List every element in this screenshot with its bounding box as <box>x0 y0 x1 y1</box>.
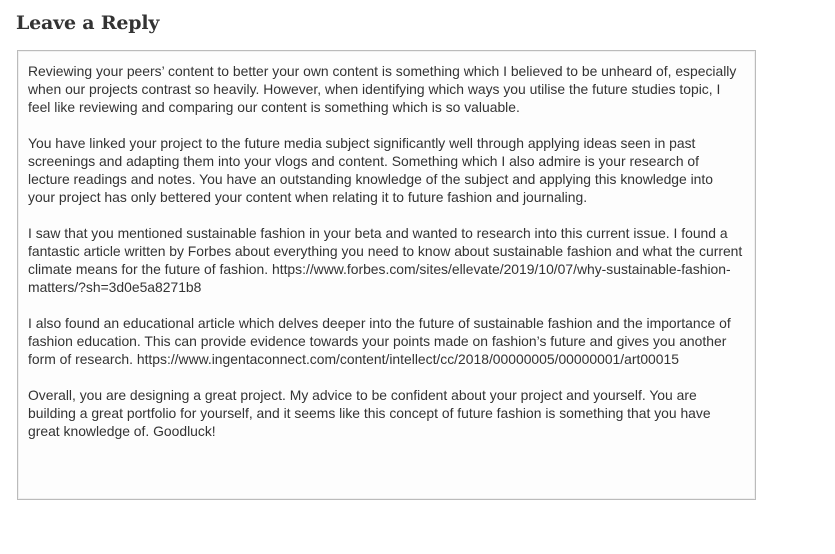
comment-paragraph: You have linked your project to the future media subject significantly well through applying ideas seen in past screenings and adapting them into your vlogs and content. Something which I also admire is your research of lecture readings and notes. You have an outstanding knowledge of the subject and applying this knowledge into your project has only bettered your content when relating it to future fashion and journaling. <box>28 135 713 205</box>
comment-textarea[interactable] <box>17 50 756 500</box>
reply-heading: Leave a Reply <box>16 12 160 34</box>
comment-paragraph: I also found an educational article which delves deeper into the future of sustainable fashion and the importance of fashion education. This can provide evidence towards your points made on fashion’s future and gives you another form of research. https://www.ingentaconnect.com/content/intellect/cc/2018/00000005/00000001/art00015 <box>28 315 731 367</box>
comment-paragraph: I saw that you mentioned sustainable fashion in your beta and wanted to research into this current issue. I found a fantastic article written by Forbes about everything you need to know about sustainable fashion and what the current climate means for the future of fashion. https://www.forbes.com/sites/ellevate/2019/10/07/why-sustainable-fashion-matters/?sh=3d0e5a8271b8 <box>28 225 743 295</box>
comment-paragraph: Overall, you are designing a great project. My advice to be confident about your project and yourself. You are building a great portfolio for yourself, and it seems like this concept of future fashion is something that you have great knowledge of. Goodluck! <box>28 387 711 439</box>
comment-paragraph: Reviewing your peers’ content to better your own content is something which I believed to be unheard of, especially when our projects contrast so heavily. However, when identifying which ways you utilise the future studies topic, I feel like reviewing and comparing our content is something which is so valuable. <box>28 63 737 115</box>
